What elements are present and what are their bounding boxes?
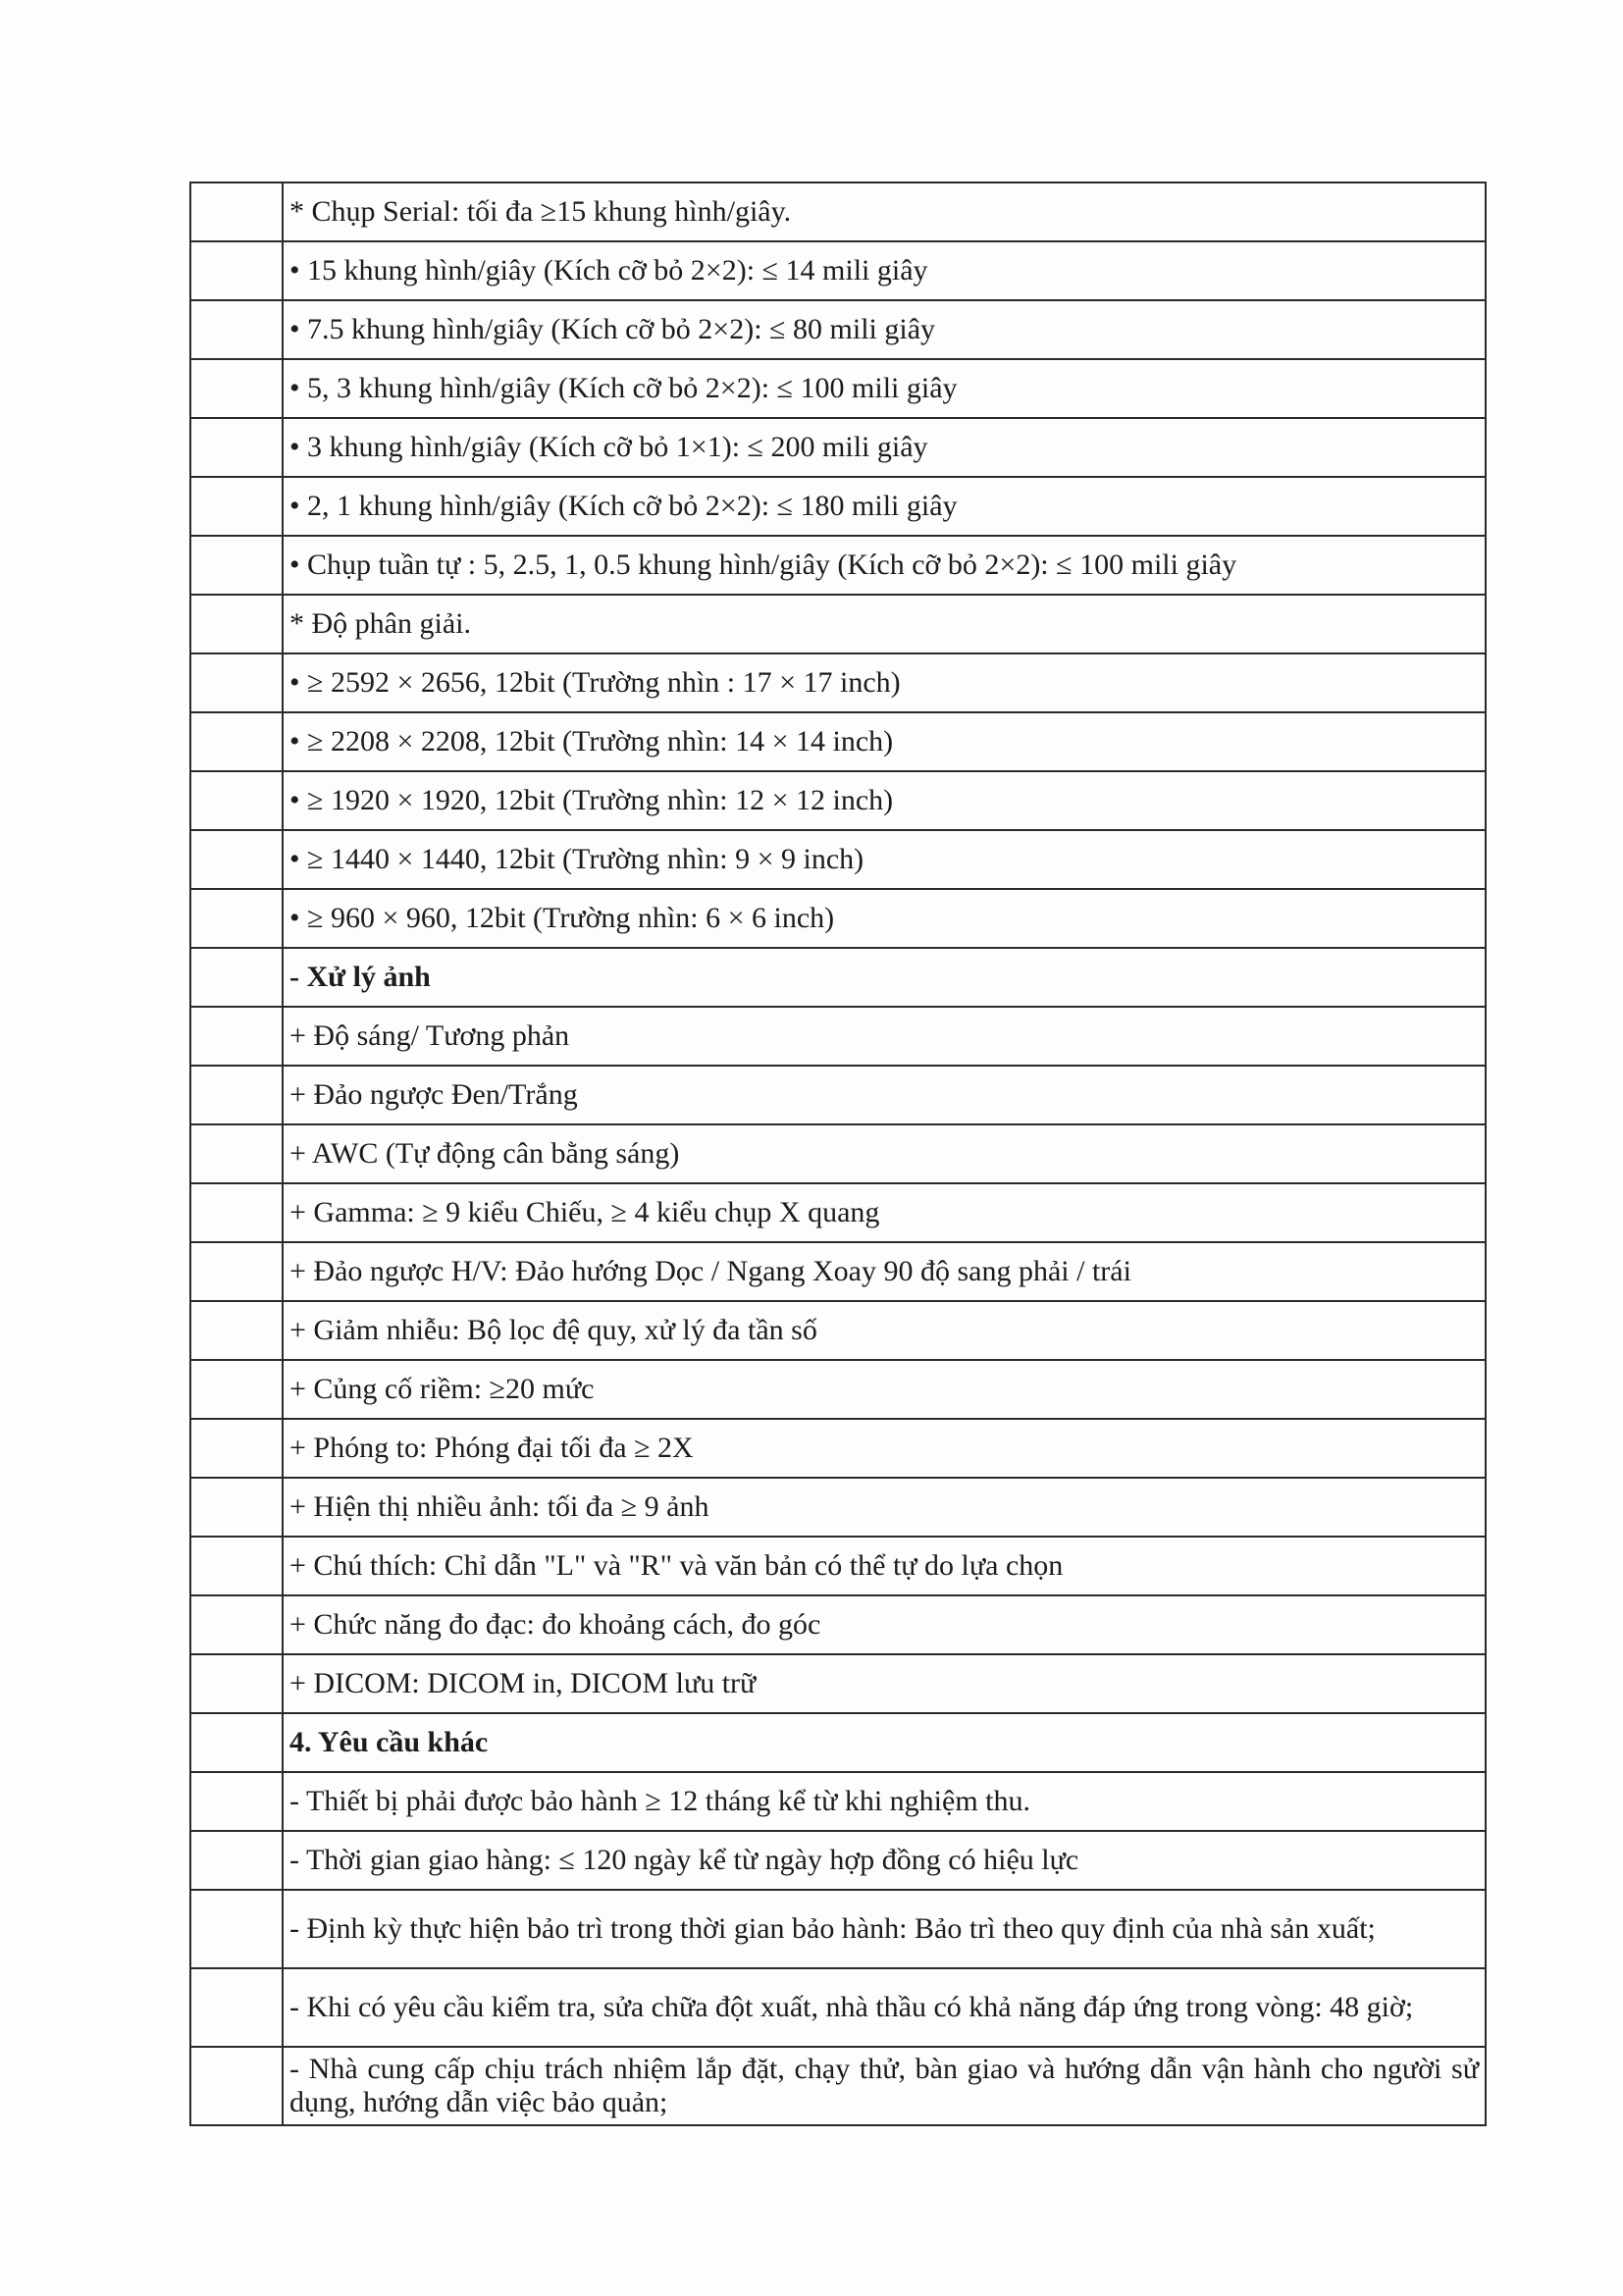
spec-text-cell: • 2, 1 khung hình/giây (Kích cỡ bỏ 2×2): ≤ 180 mili giây	[283, 477, 1486, 536]
table-row	[190, 183, 1486, 241]
row-number-cell	[190, 889, 283, 948]
table-row	[190, 536, 1486, 595]
spec-text-cell: * Chụp Serial: tối đa ≥15 khung hình/giây.	[283, 183, 1486, 241]
row-number-cell	[190, 418, 283, 477]
table-row	[190, 1968, 1486, 2047]
spec-text-cell: • 5, 3 khung hình/giây (Kích cỡ bỏ 2×2): ≤ 100 mili giây	[283, 359, 1486, 418]
row-number-cell	[190, 536, 283, 595]
table-row	[190, 418, 1486, 477]
spec-text-cell: + DICOM: DICOM in, DICOM lưu trữ	[283, 1654, 1486, 1713]
table-row	[190, 300, 1486, 359]
row-number-cell	[190, 1968, 283, 2047]
spec-text-cell: - Định kỳ thực hiện bảo trì trong thời gian bảo hành: Bảo trì theo quy định của nhà sản xuất;	[283, 1890, 1486, 1968]
row-number-cell	[190, 1124, 283, 1183]
row-number-cell	[190, 1360, 283, 1419]
row-number-cell	[190, 1595, 283, 1654]
table-row	[190, 1772, 1486, 1831]
row-number-cell	[190, 183, 283, 241]
row-number-cell	[190, 1654, 283, 1713]
spec-text-cell: + Phóng to: Phóng đại tối đa ≥ 2X	[283, 1419, 1486, 1478]
table-row	[190, 712, 1486, 771]
table-row	[190, 1301, 1486, 1360]
table-row	[190, 1419, 1486, 1478]
spec-text-cell: • ≥ 2592 × 2656, 12bit (Trường nhìn : 17 × 17 inch)	[283, 653, 1486, 712]
row-number-cell	[190, 1183, 283, 1242]
table-row	[190, 1890, 1486, 1968]
table-row	[190, 1713, 1486, 1772]
table-row	[190, 1478, 1486, 1537]
spec-text-cell: • ≥ 1440 × 1440, 12bit (Trường nhìn: 9 × 9 inch)	[283, 830, 1486, 889]
row-number-cell	[190, 1301, 283, 1360]
spec-text-cell: + AWC (Tự động cân bằng sáng)	[283, 1124, 1486, 1183]
row-number-cell	[190, 712, 283, 771]
table-row	[190, 1007, 1486, 1066]
row-number-cell	[190, 830, 283, 889]
table-row	[190, 241, 1486, 300]
spec-text-cell: + Gamma: ≥ 9 kiểu Chiếu, ≥ 4 kiểu chụp X quang	[283, 1183, 1486, 1242]
spec-text-cell: - Thiết bị phải được bảo hành ≥ 12 tháng kể từ khi nghiệm thu.	[283, 1772, 1486, 1831]
table-row	[190, 477, 1486, 536]
spec-text-cell: * Độ phân giải.	[283, 595, 1486, 653]
table-row	[190, 1183, 1486, 1242]
row-number-cell	[190, 1478, 283, 1537]
table-row	[190, 1537, 1486, 1595]
table-row	[190, 771, 1486, 830]
table-row	[190, 1124, 1486, 1183]
spec-text-cell: - Khi có yêu cầu kiểm tra, sửa chữa đột xuất, nhà thầu có khả năng đáp ứng trong vòng: 48 giờ;	[283, 1968, 1486, 2047]
row-number-cell	[190, 948, 283, 1007]
table-row	[190, 1831, 1486, 1890]
row-number-cell	[190, 1419, 283, 1478]
spec-text-cell: + Chú thích: Chỉ dẫn "L" và "R" và văn bản có thể tự do lựa chọn	[283, 1537, 1486, 1595]
table-row	[190, 359, 1486, 418]
spec-text-cell: - Nhà cung cấp chịu trách nhiệm lắp đặt, chạy thử, bàn giao và hướng dẫn vận hành cho người sử dụng, hướng dẫn việc bảo quản;	[283, 2047, 1486, 2125]
spec-text-cell: + Đảo ngược Đen/Trắng	[283, 1066, 1486, 1124]
row-number-cell	[190, 595, 283, 653]
spec-text-cell: + Độ sáng/ Tương phản	[283, 1007, 1486, 1066]
spec-text-cell: • Chụp tuần tự : 5, 2.5, 1, 0.5 khung hình/giây (Kích cỡ bỏ 2×2): ≤ 100 mili giây	[283, 536, 1486, 595]
spec-table-body	[190, 183, 1486, 2125]
row-number-cell	[190, 241, 283, 300]
row-number-cell	[190, 1242, 283, 1301]
row-number-cell	[190, 477, 283, 536]
row-number-cell	[190, 1772, 283, 1831]
table-row	[190, 830, 1486, 889]
spec-table	[189, 182, 1487, 2126]
table-row	[190, 948, 1486, 1007]
table-row	[190, 595, 1486, 653]
table-row	[190, 1595, 1486, 1654]
row-number-cell	[190, 1537, 283, 1595]
row-number-cell	[190, 1066, 283, 1124]
table-row	[190, 1066, 1486, 1124]
row-number-cell	[190, 359, 283, 418]
spec-text-cell: + Hiện thị nhiều ảnh: tối đa ≥ 9 ảnh	[283, 1478, 1486, 1537]
section-heading-cell: 4. Yêu cầu khác	[283, 1713, 1486, 1772]
row-number-cell	[190, 1890, 283, 1968]
spec-text-cell: • 7.5 khung hình/giây (Kích cỡ bỏ 2×2): ≤ 80 mili giây	[283, 300, 1486, 359]
spec-text-cell: • 3 khung hình/giây (Kích cỡ bỏ 1×1): ≤ 200 mili giây	[283, 418, 1486, 477]
row-number-cell	[190, 300, 283, 359]
table-row	[190, 2047, 1486, 2125]
table-row	[190, 889, 1486, 948]
row-number-cell	[190, 771, 283, 830]
table-row	[190, 1654, 1486, 1713]
table-row	[190, 1360, 1486, 1419]
spec-text-cell: + Đảo ngược H/V: Đảo hướng Dọc / Ngang Xoay 90 độ sang phải / trái	[283, 1242, 1486, 1301]
spec-text-cell: • 15 khung hình/giây (Kích cỡ bỏ 2×2): ≤ 14 mili giây	[283, 241, 1486, 300]
spec-text-cell: + Củng cố riềm: ≥20 mức	[283, 1360, 1486, 1419]
spec-text-cell: • ≥ 960 × 960, 12bit (Trường nhìn: 6 × 6 inch)	[283, 889, 1486, 948]
spec-text-cell: • ≥ 2208 × 2208, 12bit (Trường nhìn: 14 × 14 inch)	[283, 712, 1486, 771]
spec-text-cell: • ≥ 1920 × 1920, 12bit (Trường nhìn: 12 × 12 inch)	[283, 771, 1486, 830]
row-number-cell	[190, 1007, 283, 1066]
spec-text-cell: - Thời gian giao hàng: ≤ 120 ngày kể từ ngày hợp đồng có hiệu lực	[283, 1831, 1486, 1890]
section-heading-cell: - Xử lý ảnh	[283, 948, 1486, 1007]
table-row	[190, 1242, 1486, 1301]
row-number-cell	[190, 653, 283, 712]
table-row	[190, 653, 1486, 712]
spec-text-cell: + Giảm nhiễu: Bộ lọc đệ quy, xử lý đa tần số	[283, 1301, 1486, 1360]
row-number-cell	[190, 2047, 283, 2125]
spec-text-cell: + Chức năng đo đạc: đo khoảng cách, đo góc	[283, 1595, 1486, 1654]
row-number-cell	[190, 1713, 283, 1772]
row-number-cell	[190, 1831, 283, 1890]
